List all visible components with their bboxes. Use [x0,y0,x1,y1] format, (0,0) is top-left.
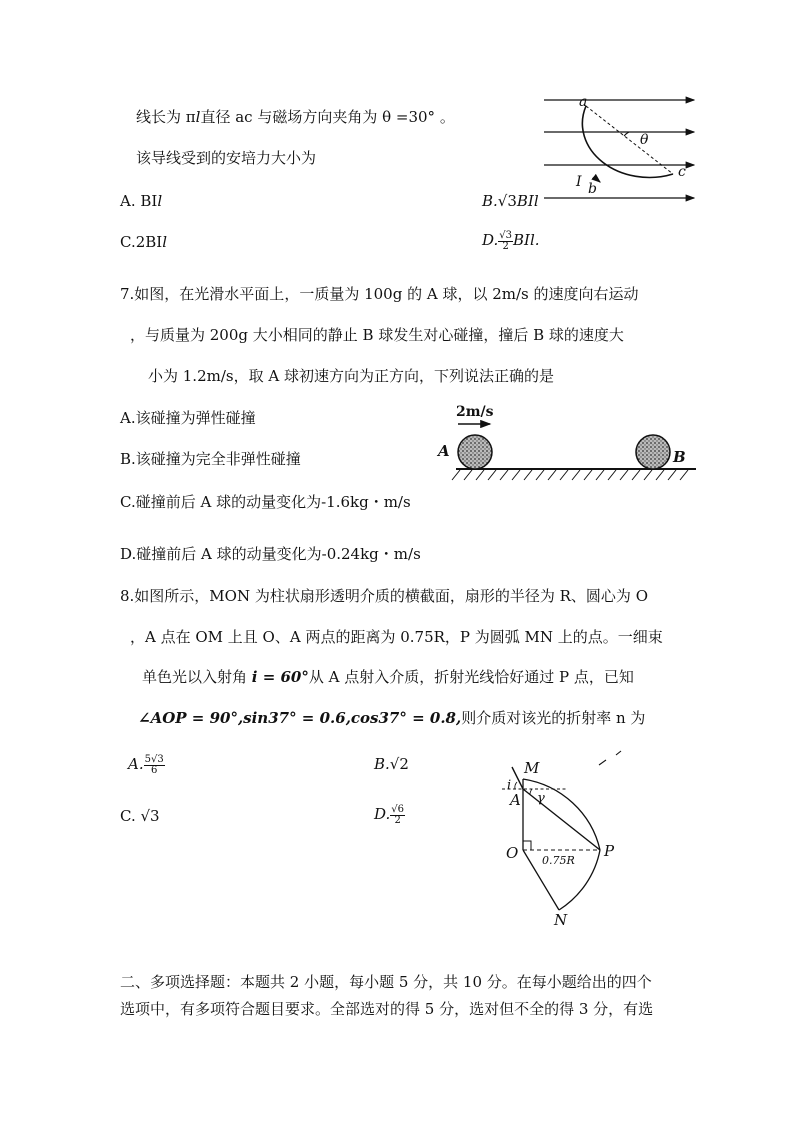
q8-label-i: i [507,778,512,793]
q7-label-a: A [438,442,450,460]
q8-stem-line3: 单色光以入射角 i = 60°从 A 点射入介质，折射光线恰好通过 P 点，已知 [142,668,634,686]
q8-option-b: B.√2 [374,755,409,773]
q8-label-o: O [506,844,519,862]
q7-stem-line3: 小为 1.2m/s，取 A 球初速方向为正方向，下列说法正确的是 [148,367,554,385]
q8-option-a: A. $\frac{5√3}{6}$ [128,753,164,776]
q6-option-d: D. $\frac{√3}{2}$ BIl. [482,229,540,252]
q8-label-distance: 0.75R [542,854,575,867]
q6-label-i: I [576,174,582,190]
q8-stem-line1: 8.如图所示，MON 为柱状扇形透明介质的横截面，扇形的半径为 R、圆心为 O [120,587,648,605]
q7-stem-line2: ，与质量为 200g 大小相同的静止 B 球发生对心碰撞，撞后 B 球的速度大 [130,326,624,344]
q7-label-b: B [673,448,686,466]
q7-option-c: C.碰撞前后 A 球的动量变化为-1.6kg・m/s [120,493,411,511]
q8-stem-line4: ∠AOP = 90°,sin37° = 0.6,cos37° = 0.8,则介质对该光的折射率 n 为 [138,709,646,727]
q6-option-c: C.2BIl [120,233,168,251]
section2-heading-line1: 二、多项选择题：本题共 2 小题，每小题 5 分，共 10 分。在每小题给出的四个 [120,973,652,991]
q6-magnetic-field-figure [540,90,700,205]
q7-option-d: D.碰撞前后 A 球的动量变化为-0.24kg・m/s [120,545,421,563]
q6-option-b: B.√3BIl [482,192,539,210]
q8-stem-line2: ，A 点在 OM 上且 O、A 两点的距离为 0.75R，P 为圆弧 MN 上的点。一细束 [130,628,663,646]
q7-ball-a [458,435,492,469]
q7-stem-line1: 7.如图，在光滑水平面上，一质量为 100g 的 A 球，以 2m/s 的速度向右运动 [120,285,639,303]
q8-sector-optics-figure [496,745,636,930]
q7-option-b: B.该碰撞为完全非弹性碰撞 [120,450,301,468]
q6-label-a: a [579,94,588,110]
q8-label-a: A [510,791,521,809]
q6-label-b: b [588,181,597,197]
q7-collision-figure [430,398,700,488]
q6-label-c: c [678,164,686,180]
q7-speed-label: 2m/s [456,404,494,420]
section2-heading-line2: 选项中，有多项符合题目要求。全部选对的得 5 分，选对但不全的得 3 分，有选 [120,1000,654,1018]
q6-label-theta: θ [640,132,649,148]
q7-option-a: A.该碰撞为弹性碰撞 [120,409,256,427]
q8-label-p: P [604,842,615,860]
q8-option-c: C. √3 [120,807,160,825]
q6-stem-line1: 线长为 πl直径 ac 与磁场方向夹角为 θ =30° 。 [136,108,455,126]
q8-label-gamma: γ [537,791,545,806]
q6-option-a: A. BIl [120,192,163,210]
q7-ball-b [636,435,670,469]
q8-option-d: D. $\frac{√6}{2}$ [374,803,404,826]
q6-stem-line2: 该导线受到的安培力大小为 [136,149,317,167]
q8-label-m: M [524,759,540,777]
q8-label-n: N [554,911,568,929]
